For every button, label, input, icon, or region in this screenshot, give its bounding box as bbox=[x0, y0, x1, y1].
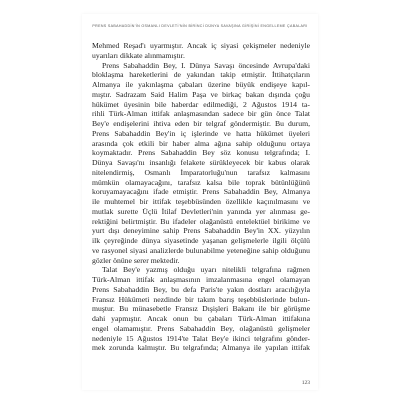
text-line: uyarıları dikkate alınmamıştır. bbox=[92, 50, 185, 60]
text-line: mıştır. Sadrazam Said Halim Paşa ve birkaç bakan dışında çoğu bbox=[92, 89, 310, 99]
document-page bbox=[82, 14, 318, 390]
text-line: Prens Sabahaddin Bey'in iç işlerinde ve hatta hükümet üyeleri bbox=[92, 128, 310, 138]
paragraph-2 bbox=[92, 61, 310, 266]
text-line: mutlak surette Üçlü İtilaf Devletleri'nin yanında yer alınması ge- bbox=[92, 206, 310, 216]
text-line: ilk çeyreğinde dünya siyasetinde yaşanan gelişmelerle ilgili ölçülü bbox=[92, 236, 310, 245]
text-line: mümkün olamayacağını, tarafsız kalsa bile toprak bütünlüğünü bbox=[92, 177, 310, 187]
text-line: dahi yapmıştır. Ancak onun bu çabaları Türk-Alman ittifakına bbox=[92, 314, 310, 323]
text-line: koruyamayacağını ifade etmiştir. Prens Sabahaddin Bey, Almanya bbox=[92, 187, 310, 197]
text-line: Mehmed Reşad'ı uyarmıştır. Ancak iç siyasi çekişmeler nedeniyle bbox=[92, 41, 310, 50]
text-line: koymaktadır. Prens Sabahaddin Bey söz konusu telgrafında; I. bbox=[92, 148, 310, 158]
text-line: engel olamamıştır. Prens Sabahaddin Bey, olağanüstü gelişmeler bbox=[92, 323, 310, 333]
text-line: mek zorunda kalmıştır. Bu telgrafında; Almanya ile yapılan ittifak bbox=[92, 343, 310, 353]
text-line: yurt dışı deneyimine sahip Prens Sabahaddin Bey'in XX. yüzyılın bbox=[92, 226, 310, 236]
text-line: Türk-Alman ittifak anlaşmasının imzalanmasına engel olamayan bbox=[92, 275, 310, 284]
text-line: Almanya ile yakınlaşma çabaları üzerine büyük endişeye kapıl- bbox=[92, 80, 310, 89]
text-line: Fransız Hükümeti nezdinde bir takım barış teşebbüslerinde bulun- bbox=[92, 294, 310, 304]
text-line: Dünya Savaşı'nı insanlığı felakete sürükleyecek bir kabus olarak bbox=[92, 158, 310, 167]
text-line: Bey'e endişelerini ihtiva eden bir telgraf göndermiştir. Bu durum, bbox=[92, 119, 310, 128]
text-line: ile muhtemel bir ittifak teşebbüsünden özellikle kaçınılmasını ve bbox=[92, 197, 310, 206]
text-line: nedeniyle 15 Ağustos 1914'te Talat Bey'e ikinci telgrafını gönder- bbox=[92, 333, 310, 343]
text-line: Talat Bey'e yazmış olduğu uyarı nitelikli telgrafına rağmen bbox=[102, 265, 310, 275]
text-line: Prens Sabahaddin Bey, I. Dünya Savaşı öncesinde Avrupa'daki bbox=[102, 60, 310, 70]
text-line: bloklaşma hareketlerini de yakından takip etmiştir. İttihatçıların bbox=[92, 70, 310, 80]
text-line: rektiğini belirtmiştir. Bu ifadeler olağanüstü entelektüel birikime ve bbox=[92, 216, 310, 226]
text-line: hükümet üyesinin bile haberdar edilmediği, 2 Ağustos 1914 ta- bbox=[92, 99, 310, 109]
body-text bbox=[92, 41, 310, 353]
paragraph-3 bbox=[92, 265, 310, 353]
running-head: PRENS SABAHADDİN'İN OSMANLI DEVLETİ'NİN BİRİNCİ DÜNYA SAVAŞINA GİRİŞİNİ ENGELLEME ÇABALARI bbox=[92, 24, 308, 28]
text-line: ve rasyonel siyasi analizlerde bulunabilme yeteneğine sahip olduğunu bbox=[92, 245, 310, 255]
text-line: Prens Sabahaddin Bey, bu defa Paris'te yakın dostları aracılığıyla bbox=[92, 284, 310, 294]
text-line: arasında çok etkili bir haber alma ağına sahip olduğunu ortaya bbox=[92, 138, 310, 148]
text-line: gözler önüne serer mektedir. bbox=[92, 255, 180, 265]
paragraph-1 bbox=[92, 41, 310, 61]
text-line: muştur. Bu münasebetle Fransız Dışişleri Bakanı ile bir görüşme bbox=[92, 304, 310, 314]
text-line: nitelendirmiş, Osmanlı İmparatorluğu'nun tarafsız kalmasını bbox=[92, 167, 310, 177]
page-number: 123 bbox=[301, 380, 310, 386]
text-line: rihli Türk-Alman ittifak anlaşmasından sadece bir gün önce Talat bbox=[92, 109, 310, 119]
